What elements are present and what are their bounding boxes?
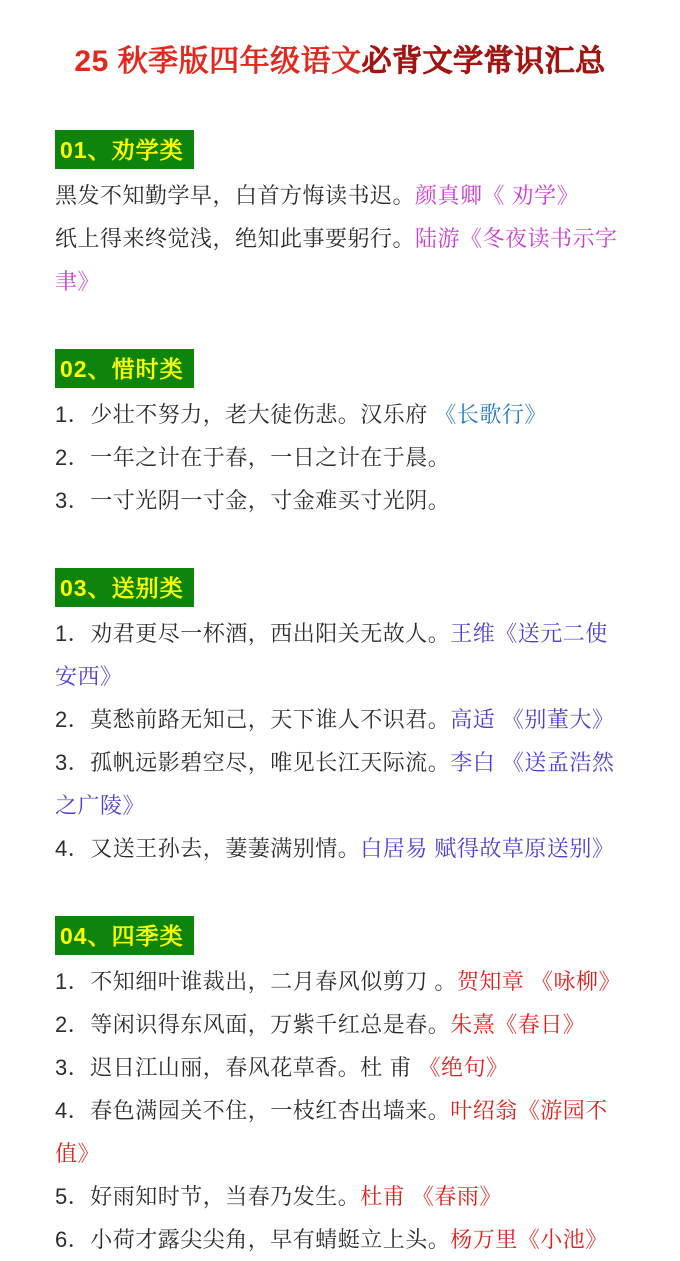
section — [55, 130, 625, 303]
text-segment: 颜真卿《 劝学》 — [415, 183, 580, 208]
text-segment: 1．劝君更尽一杯酒，西出阳关无故人。 — [55, 621, 451, 646]
quote-line — [55, 960, 625, 1003]
section-body — [55, 393, 625, 522]
text-segment: 高适 《别董大》 — [450, 707, 615, 732]
quote-line — [55, 827, 625, 870]
text-segment: 6．小荷才露尖尖角，早有蜻蜓立上头。 — [55, 1227, 451, 1252]
quote-line — [55, 436, 625, 479]
quote-line — [55, 698, 625, 741]
text-segment: 陆游《冬夜读书示字聿》 — [55, 226, 618, 294]
text-segment: 王维《送元二使安西》 — [55, 621, 608, 689]
section-body — [55, 174, 625, 303]
page-title-prefix: 25 秋季版四年级语文 — [74, 45, 362, 78]
text-segment: 3．一寸光阴一寸金，寸金难买寸光阴。 — [55, 488, 451, 513]
quote-line — [55, 1175, 625, 1218]
quote-line — [55, 393, 625, 436]
quote-line — [55, 1046, 625, 1089]
text-segment: 4．又送王孙去，萋萋满别情。 — [55, 836, 361, 861]
text-segment: 2．莫愁前路无知己，天下谁人不识君。 — [55, 707, 451, 732]
quote-line — [55, 612, 625, 698]
text-segment: 4．春色满园关不住，一枝红杏出墙来。 — [55, 1098, 451, 1123]
quote-line — [55, 741, 625, 827]
text-segment: 1．不知细叶谁裁出，二月春风似剪刀 。 — [55, 969, 457, 994]
page-title-emphasis: 必背文学常识汇总 — [361, 45, 606, 78]
quote-line — [55, 1218, 625, 1261]
quote-line — [55, 1089, 625, 1175]
section-header: 04、四季类 — [55, 916, 194, 955]
section-body — [55, 960, 625, 1261]
text-segment: 白居易 赋得故草原送别》 — [360, 836, 615, 861]
text-segment: 朱熹《春日》 — [450, 1012, 586, 1037]
text-segment: 3．孤帆远影碧空尽，唯见长江天际流。 — [55, 750, 451, 775]
section — [55, 568, 625, 870]
text-segment: 5．好雨知时节，当春乃发生。 — [55, 1184, 361, 1209]
section-header: 02、惜时类 — [55, 349, 194, 388]
section — [55, 916, 625, 1261]
text-segment: 《绝句》 — [418, 1055, 509, 1080]
text-segment: 2．等闲识得东风面，万紫千红总是春。 — [55, 1012, 451, 1037]
quote-line — [55, 217, 625, 303]
section — [55, 349, 625, 522]
text-segment: 杨万里《小池》 — [450, 1227, 608, 1252]
text-segment: 黑发不知勤学早，白首方悔读书迟。 — [55, 183, 416, 208]
sections — [55, 130, 625, 1261]
text-segment: 叶绍翁《游园不值》 — [55, 1098, 608, 1166]
text-segment: 《长歌行》 — [434, 402, 547, 427]
text-segment: 李白 《送孟浩然之广陵》 — [55, 750, 615, 818]
section-header: 03、送别类 — [55, 568, 194, 607]
quote-line — [55, 174, 625, 217]
section-body — [55, 612, 625, 870]
section-header: 01、劝学类 — [55, 130, 194, 169]
text-segment: 3．迟日江山丽，春风花草香。杜 甫 — [55, 1055, 419, 1080]
text-segment: 纸上得来终觉浅，绝知此事要躬行。 — [55, 226, 416, 251]
page-title — [55, 36, 625, 80]
quote-line — [55, 1003, 625, 1046]
text-segment: 贺知章 《咏柳》 — [456, 969, 621, 994]
text-segment: 杜甫 《春雨》 — [360, 1184, 502, 1209]
quote-line — [55, 479, 625, 522]
text-segment: 2．一年之计在于春，一日之计在于晨。 — [55, 445, 451, 470]
text-segment: 1．少壮不努力，老大徒伤悲。汉乐府 — [55, 402, 435, 427]
